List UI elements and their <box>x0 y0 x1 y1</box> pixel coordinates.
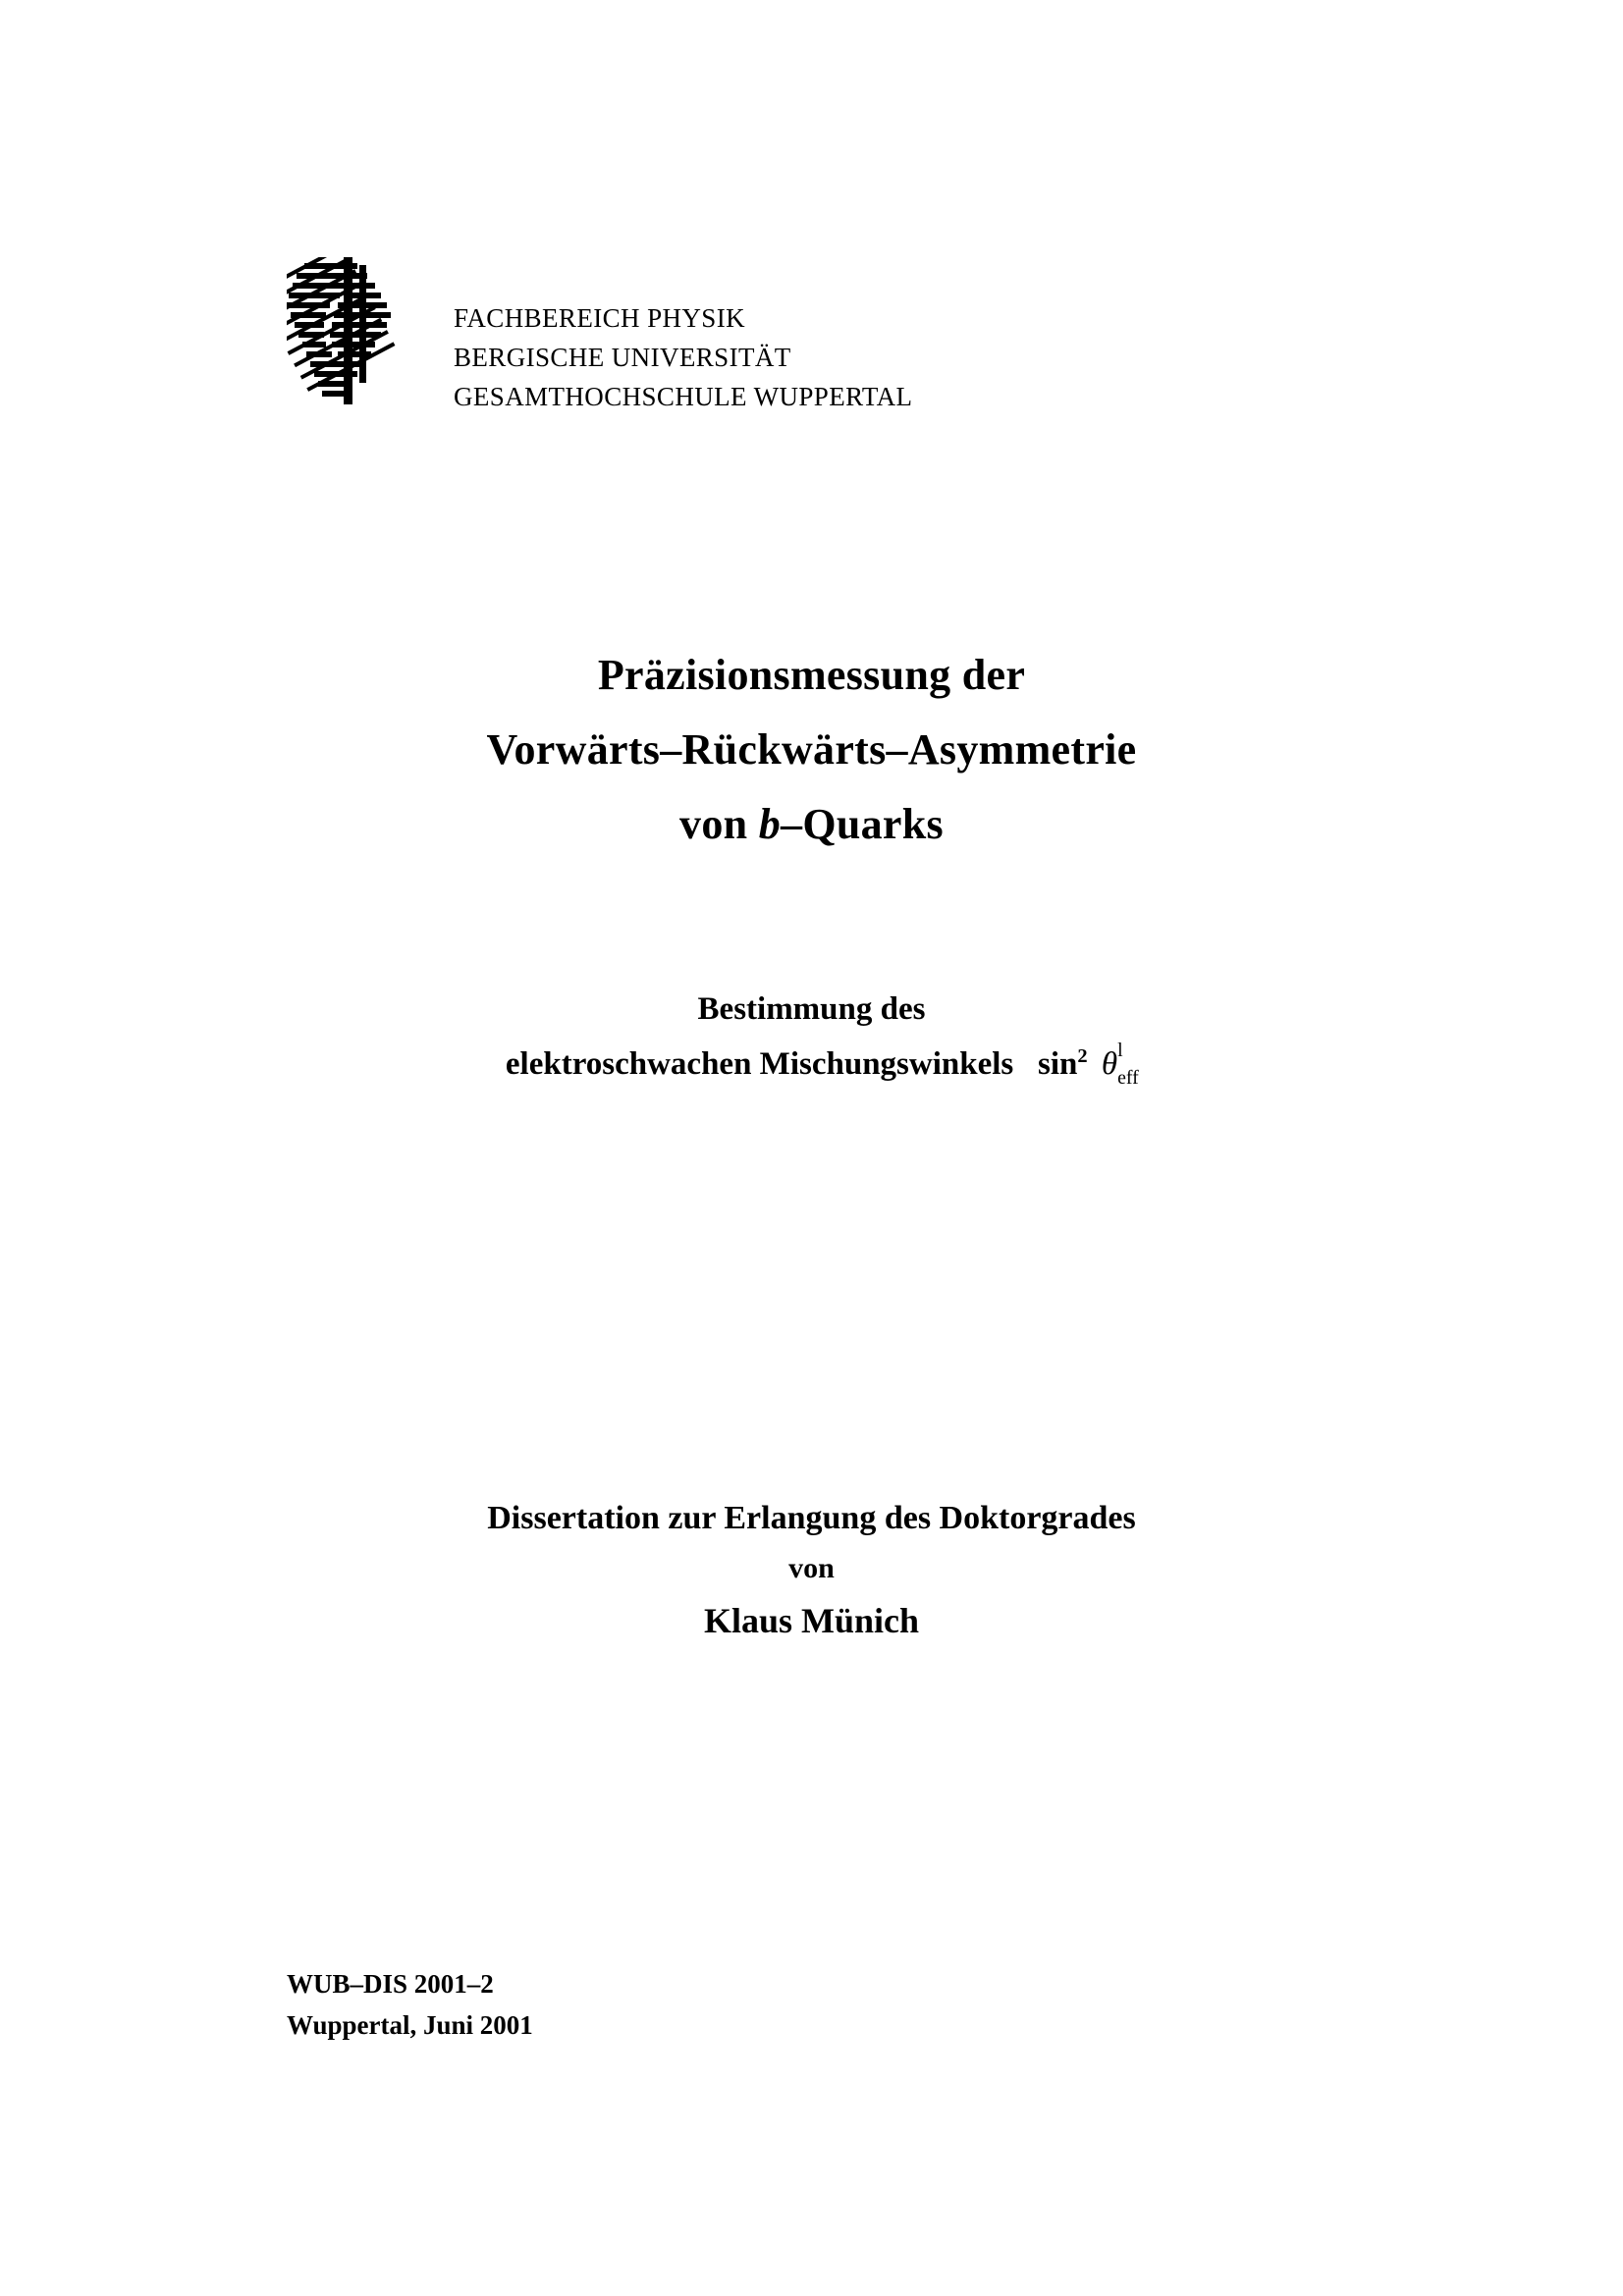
institution-line-3: GESAMTHOCHSCHULE WUPPERTAL <box>454 382 913 411</box>
report-number: WUB–DIS 2001–2 <box>287 1969 494 1999</box>
author-name: Klaus Münich <box>703 1601 920 1640</box>
title-line-2: Vorwärts–Rückwärts–Asymmetrie <box>486 725 1137 774</box>
subtitle-line-2-text: elektroschwachen Mischungswinkels <box>505 1046 1014 1082</box>
author-section <box>0 1492 1623 1648</box>
subtitle-line-2 <box>0 1037 1623 1092</box>
document-footer <box>287 1963 533 2046</box>
title-line-3-italic: b <box>758 800 782 848</box>
document-title <box>0 638 1623 862</box>
title-line-3-prefix: von <box>679 800 759 848</box>
document-subtitle <box>0 982 1623 1092</box>
theta-superscript: l <box>1117 1040 1123 1061</box>
theta-symbol: θ <box>1101 1046 1118 1082</box>
von-label: von <box>788 1552 835 1584</box>
theta-symbol-group <box>1101 1037 1139 1092</box>
theta-subscript: eff <box>1117 1067 1139 1089</box>
place-and-date: Wuppertal, Juni 2001 <box>287 2010 533 2040</box>
title-line-3-suffix: –Quarks <box>781 800 944 848</box>
institution-line-1: FACHBEREICH PHYSIK <box>454 303 745 333</box>
sin-exponent: 2 <box>1077 1045 1088 1067</box>
institution-header <box>287 257 912 434</box>
sin-symbol: sin <box>1038 1046 1078 1082</box>
subtitle-line-1: Bestimmung des <box>697 991 926 1027</box>
wuppertal-university-logo-icon <box>287 257 414 434</box>
institution-line-2: BERGISCHE UNIVERSITÄT <box>454 343 791 372</box>
title-line-1: Präzisionsmessung der <box>597 651 1026 699</box>
degree-line: Dissertation zur Erlangung des Doktorgrades <box>487 1500 1136 1536</box>
title-line-3 <box>0 787 1623 862</box>
institution-name <box>454 298 912 416</box>
